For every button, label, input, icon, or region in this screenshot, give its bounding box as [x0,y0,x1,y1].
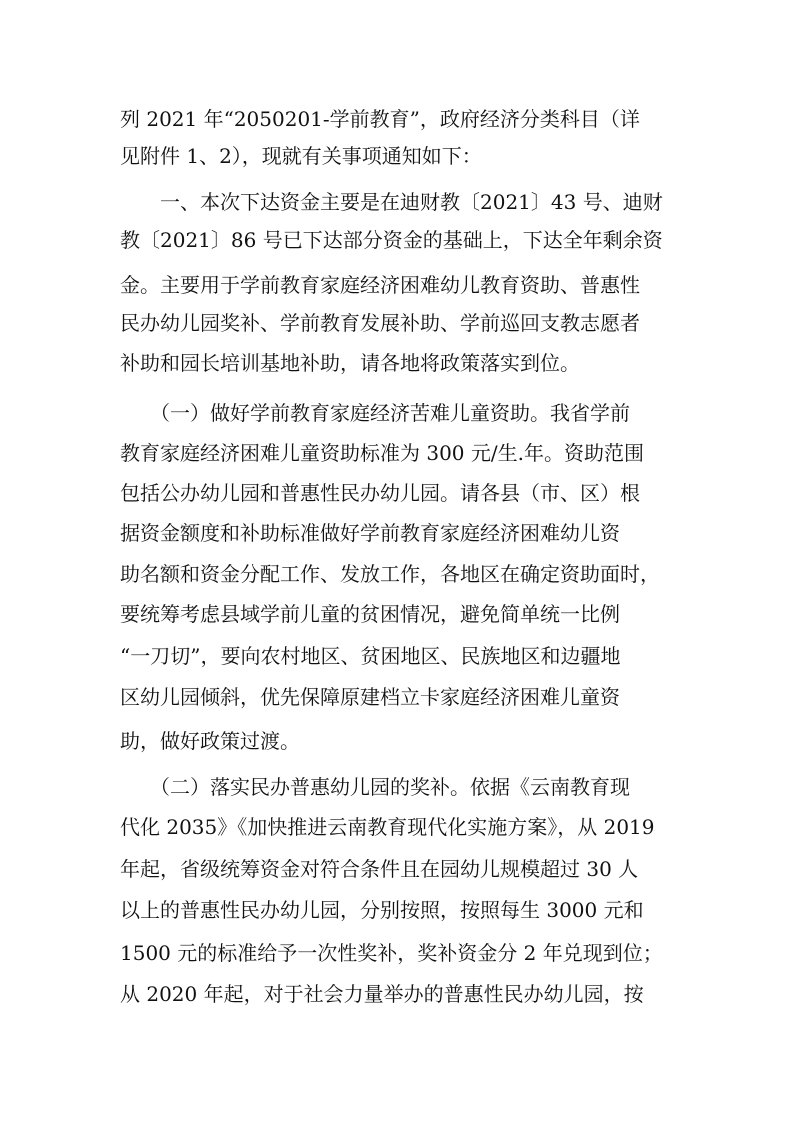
text-line: （一）做好学前教育家庭经济苦难儿童资助。我省学前 [120,401,630,425]
text-line: 年起，省级统筹资金对符合条件且在园幼儿规模超过 30 人 [120,857,639,881]
text-line: 从 2020 年起，对于社会力量举办的普惠性民办幼儿园，按 [120,982,644,1006]
text-line: 以上的普惠性民办幼儿园，分别按照，按照每生 3000 元和 [120,898,644,922]
text-line: 见附件 1、2），现就有关事项通知如下： [120,144,482,168]
text-line: 据资金额度和补助标准做好学前教育家庭经济困难幼儿资 [120,521,620,545]
text-line: 民办幼儿园奖补、学前教育发展补助、学前巡回支教志愿者 [120,311,640,335]
text-line: 要统筹考虑县域学前儿童的贫困情况，避免简单统一比例 [120,602,620,626]
text-line: “一刀切”，要向农村地区、贫困地区、民族地区和边疆地 [120,644,621,668]
text-line: 金。主要用于学前教育家庭经济困难幼儿教育资助、普惠性 [120,273,640,297]
text-line: 教〔2021〕86 号已下达部分资金的基础上，下达全年剩余资 [120,228,663,252]
text-line: （二）落实民办普惠幼儿园的奖补。依据《云南教育现 [120,775,630,799]
text-line: 区幼儿园倾斜，优先保障原建档立卡家庭经济困难儿童资 [120,685,620,709]
text-line: 教育家庭经济困难儿童资助标准为 300 元/生.年。资助范围 [120,441,644,465]
text-line: 代化 2035》《加快推进云南教育现代化实施方案》，从 2019 [120,815,655,839]
text-line: 1500 元的标准给予一次性奖补，奖补资金分 2 年兑现到位； [120,941,663,965]
text-line: 列 2021 年“2050201-学前教育”，政府经济分类科目（详 [120,107,640,131]
text-line: 包括公办幼儿园和普惠性民办幼儿园。请各县（市、区）根 [120,481,640,505]
text-line: 助，做好政策过渡。 [120,729,300,753]
text-line: 补助和园长培训基地补助，请各地将政策落实到位。 [120,351,580,375]
text-line: 一、本次下达资金主要是在迪财教〔2021〕43 号、迪财 [120,190,663,214]
text-line: 助名额和资金分配工作、发放工作，各地区在确定资助面时， [120,562,660,586]
